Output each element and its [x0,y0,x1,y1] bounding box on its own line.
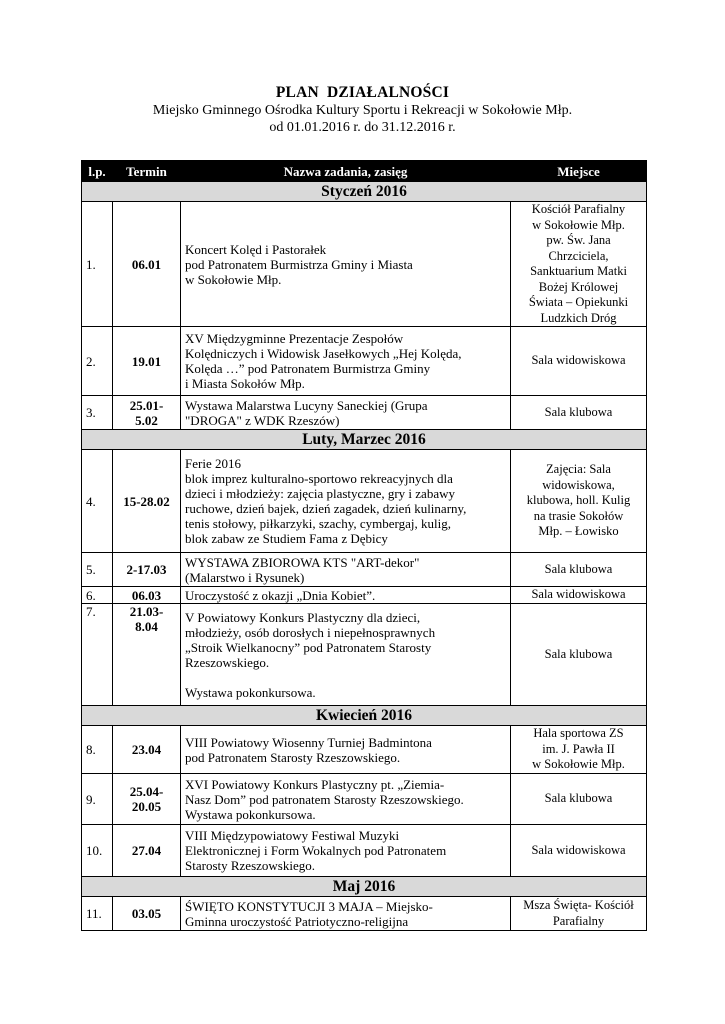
table-row [82,604,647,706]
row-task: Ferie 2016 blok imprez kulturalno-sportowo rekreacyjnych dla dzieci i młodzieży: zajęcia plastyczne, gry i zabawy ruchowe, dzień bajek, dzień zagadek, dzień kulinarny, tenis stołowy, piłkarzyki, szachy, cymbergaj, kulig, blok zabaw ze Studiem Fama z Dębicy [181,450,511,553]
row-task: XVI Powiatowy Konkurs Plastyczny pt. „Ziemia- Nasz Dom” pod patronatem Starosty Rzeszowskiego. Wystawa pokonkursowa. [181,774,511,825]
month-label: Styczeń 2016 [82,182,647,202]
month-label: Luty, Marzec 2016 [82,430,647,450]
document-subtitle: Miejsko Gminnego Ośrodka Kultury Sportu i Rekreacji w Sokołowie Młp. [152,103,573,118]
row-term: 25.01- 5.02 [113,396,181,430]
row-task: XV Międzygminne Prezentacje Zespołów Kolędniczych i Widowisk Jasełkowych „Hej Kolęda, Kolęda …” pod Patronatem Burmistrza Gminy i Miasta Sokołów Młp. [181,327,511,396]
table-row [82,396,647,430]
row-task: WYSTAWA ZBIOROWA KTS "ART-dekor" (Malarstwo i Rysunek) [181,553,511,587]
row-number: 4. [82,450,113,553]
row-task: V Powiatowy Konkurs Plastyczny dla dzieci, młodzieży, osób dorosłych i niepełnosprawnych „Stroik Wielkanocny” pod Patronatem Starosty Rzeszowskiego. Wystawa pokonkursowa. [181,604,511,706]
month-row-april [82,706,647,726]
row-place: Sala klubowa [511,553,647,587]
activity-plan-table [81,160,647,931]
row-number: 6. [82,587,113,604]
month-label: Maj 2016 [82,877,647,897]
table-row [82,774,647,825]
row-task: Koncert Kolęd i Pastorałek pod Patronatem Burmistrza Gminy i Miasta w Sokołowie Młp. [181,202,511,327]
column-header-miejsce: Miejsce [511,161,647,182]
row-term: 25.04- 20.05 [113,774,181,825]
month-row-january [82,182,647,202]
row-number: 2. [82,327,113,396]
row-place: Sala klubowa [511,396,647,430]
table-row [82,327,647,396]
row-place: Sala klubowa [511,774,647,825]
row-number: 1. [82,202,113,327]
month-row-february-march [82,430,647,450]
row-task: Uroczystość z okazji „Dnia Kobiet”. [181,587,511,604]
row-term: 06.01 [113,202,181,327]
row-term: 23.04 [113,726,181,774]
document-title: PLAN DZIAŁALNOŚCI [275,84,450,101]
row-place: Sala widowiskowa [511,825,647,877]
row-place: Msza Święta- Kościół Parafialny [511,897,647,931]
row-place: Sala klubowa [511,604,647,706]
row-place: Zajęcia: Sala widowiskowa, klubowa, holl. Kulig na trasie Sokołów Młp. – Łowisko [511,450,647,553]
row-term: 19.01 [113,327,181,396]
column-header-nazwa: Nazwa zadania, zasięg [181,161,511,182]
month-row-may [82,877,647,897]
row-place: Sala widowiskowa [511,327,647,396]
row-number: 7. [82,604,113,706]
table-row [82,897,647,931]
table-row [82,450,647,553]
row-task: VIII Międzypowiatowy Festiwal Muzyki Elektronicznej i Form Wokalnych pod Patronatem Starosty Rzeszowskiego. [181,825,511,877]
table-row [82,553,647,587]
row-term: 03.05 [113,897,181,931]
row-term: 27.04 [113,825,181,877]
row-task: ŚWIĘTO KONSTYTUCJI 3 MAJA – Miejsko- Gminna uroczystość Patriotyczno-religijna [181,897,511,931]
row-number: 8. [82,726,113,774]
row-term: 21.03- 8.04 [113,604,181,706]
row-number: 11. [82,897,113,931]
document-header [0,84,725,136]
row-number: 9. [82,774,113,825]
table-row [82,587,647,604]
column-header-lp: l.p. [82,161,113,182]
column-header-termin: Termin [113,161,181,182]
document-period: od 01.01.2016 r. do 31.12.2016 r. [269,120,456,135]
row-place: Sala widowiskowa [511,587,647,604]
table-row [82,202,647,327]
row-number: 3. [82,396,113,430]
row-task: Wystawa Malarstwa Lucyny Saneckiej (Grupa "DROGA" z WDK Rzeszów) [181,396,511,430]
row-term: 06.03 [113,587,181,604]
row-place: Kościół Parafialny w Sokołowie Młp. pw. Św. Jana Chrzciciela, Sanktuarium Matki Bożej Królowej Świata – Opiekunki Ludzkich Dróg [511,202,647,327]
row-number: 10. [82,825,113,877]
table-header-row [82,161,647,182]
row-task: VIII Powiatowy Wiosenny Turniej Badmintona pod Patronatem Starosty Rzeszowskiego. [181,726,511,774]
row-number: 5. [82,553,113,587]
month-label: Kwiecień 2016 [82,706,647,726]
row-place: Hala sportowa ZS im. J. Pawła II w Sokołowie Młp. [511,726,647,774]
row-term: 15-28.02 [113,450,181,553]
table-row [82,825,647,877]
table-row [82,726,647,774]
row-term: 2-17.03 [113,553,181,587]
